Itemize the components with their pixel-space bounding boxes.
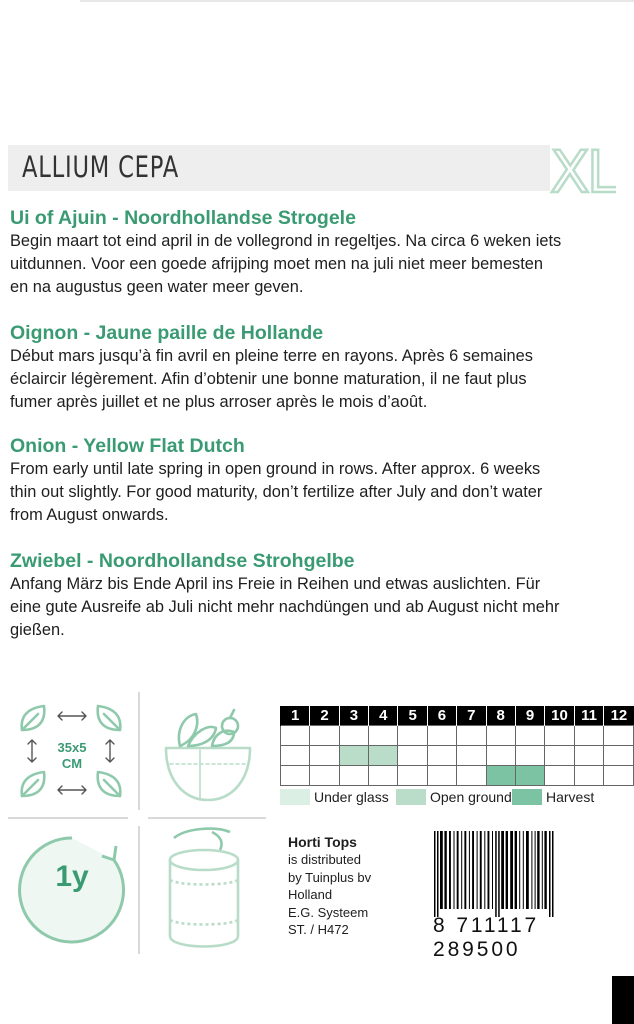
sowing-calendar	[280, 706, 634, 786]
calendar-cell	[427, 766, 456, 786]
legend-label: Open ground	[430, 789, 512, 805]
barcode-bar	[480, 831, 482, 909]
month-header: 8	[486, 706, 515, 726]
section-line: Début mars jusqu’à fin avril en pleine terre en rayons. Après 6 semaines	[10, 347, 533, 365]
legend-open-ground	[396, 788, 512, 806]
section-line: fumer après juillet et ne plus arroser après le mois d’août.	[10, 393, 428, 411]
icon-divider-vertical-bottom	[138, 826, 140, 954]
calendar-cell	[457, 766, 486, 786]
calendar-header-row	[281, 706, 634, 726]
distributor-line: E.G. Systeem	[288, 904, 369, 920]
calendar-cell	[515, 726, 544, 746]
barcode-bar	[537, 831, 539, 909]
legend-label: Under glass	[314, 789, 389, 805]
barcode-bar	[449, 831, 451, 909]
calendar-cell	[457, 726, 486, 746]
calendar-row-under-glass	[281, 726, 634, 746]
barcode-bar	[434, 831, 436, 917]
section-line: Begin maart tot eind april in de vollegrond in regeltjes. Na circa 6 weken iets	[10, 232, 562, 250]
barcode-bar	[510, 831, 513, 909]
section-title-dutch: Ui of Ajuin - Noordhollandse Strogele	[10, 207, 356, 229]
month-header: 10	[545, 706, 575, 726]
month-header: 12	[604, 706, 634, 726]
species-title: ALLIUM CEPA	[22, 150, 179, 184]
calendar-cell	[574, 766, 604, 786]
barcode-bar	[542, 831, 543, 909]
icon-divider-vertical-top	[138, 692, 140, 810]
barcode-bar	[472, 831, 474, 909]
lifecycle-label: 1y	[55, 860, 89, 893]
barcode-bar	[523, 831, 524, 909]
month-header: 4	[369, 706, 398, 726]
barcode-bar	[519, 831, 520, 909]
section-title-german: Zwiebel - Noordhollandse Strohgelbe	[10, 550, 355, 572]
section-line: uitdunnen. Voor een goede afrijping moet men na juli niet meer bemesten	[10, 255, 544, 273]
month-header: 7	[457, 706, 486, 726]
month-header: 2	[310, 706, 339, 726]
calendar-cell	[427, 746, 456, 766]
section-french	[10, 321, 632, 414]
barcode-bar	[477, 831, 478, 909]
barcode-bar	[492, 831, 493, 909]
calendar-cell	[281, 746, 310, 766]
section-line: eine gute Ausreife ab Juli nicht mehr nachdüngen und ab August nicht mehr	[10, 598, 560, 616]
section-line: en na augustus geen water meer geven.	[10, 278, 304, 296]
calendar-cell	[281, 766, 310, 786]
month-header: 1	[281, 706, 310, 726]
distributor-line: Holland	[288, 887, 333, 903]
calendar-cell	[369, 726, 398, 746]
calendar-cell	[604, 726, 634, 746]
legend-under-glass	[280, 788, 389, 806]
barcode-bar	[535, 831, 536, 909]
legend-swatch-harvest	[512, 789, 542, 805]
section-line: gießen.	[10, 621, 65, 639]
calendar-cell	[398, 746, 427, 766]
month-header: 9	[515, 706, 544, 726]
calendar-cell-harvest	[515, 766, 544, 786]
calendar-cell-open-ground	[339, 746, 368, 766]
month-header: 6	[427, 706, 456, 726]
section-title-english: Onion - Yellow Flat Dutch	[10, 435, 245, 457]
calendar-row-open-ground	[281, 746, 634, 766]
calendar-cell	[486, 726, 515, 746]
legend-label: Harvest	[546, 789, 595, 805]
distributor-line: is distributed	[288, 852, 361, 868]
can-icon	[160, 826, 260, 954]
calendar-cell	[604, 746, 634, 766]
calendar-cell	[310, 726, 339, 746]
section-line: From early until late spring in open ground in rows. After approx. 6 weeks	[10, 460, 541, 478]
calendar-cell	[545, 766, 575, 786]
bowl-vegetables-icon	[150, 700, 266, 810]
calendar-cell	[339, 726, 368, 746]
calendar-cell	[398, 726, 427, 746]
month-header: 11	[574, 706, 604, 726]
section-line: thin out slightly. For good maturity, don’t fertilize after July and don’t water	[10, 483, 543, 501]
barcode	[430, 831, 626, 917]
barcode-bar	[457, 831, 459, 909]
barcode-bar	[461, 831, 462, 909]
barcode-bar	[526, 831, 529, 909]
barcode-bar	[464, 831, 466, 909]
barcode-bar	[440, 831, 443, 909]
calendar-cell	[281, 726, 310, 746]
barcode-bar	[444, 831, 446, 909]
corner-bar	[612, 976, 634, 1024]
calendar-cell	[545, 726, 575, 746]
calendar-cell	[398, 766, 427, 786]
calendar-cell-open-ground	[369, 746, 398, 766]
section-line: from August onwards.	[10, 506, 169, 524]
calendar-cell	[515, 746, 544, 766]
section-english	[10, 434, 632, 527]
leaf-icon-top-right	[98, 706, 121, 730]
barcode-bar	[501, 831, 504, 909]
calendar-cell	[604, 766, 634, 786]
calendar-cell-harvest	[486, 766, 515, 786]
section-line: Anfang März bis Ende April ins Freie in Reihen und etwas auslichten. Für	[10, 575, 541, 593]
icon-divider-horizontal-left	[8, 817, 128, 819]
calendar-cell	[574, 726, 604, 746]
barcode-bar	[484, 831, 485, 909]
section-line: éclaircir légèrement. Afin d’obtenir une bonne maturation, il ne faut plus	[10, 370, 527, 388]
spacing-unit: CM	[61, 756, 83, 771]
barcode-bar	[552, 831, 554, 917]
spacing-value: 35x5	[57, 740, 87, 755]
xl-size-badge	[548, 136, 616, 198]
barcode-bar	[544, 831, 546, 909]
section-title-french: Oignon - Jaune paille de Hollande	[10, 322, 324, 344]
xl-badge-text: XL	[550, 138, 616, 198]
top-rule	[80, 0, 634, 2]
leaf-icon-bottom-left	[22, 772, 45, 796]
barcode-bar	[437, 831, 439, 917]
leaf-icon-bottom-right	[98, 772, 121, 796]
leaf-icon-top-left	[22, 706, 45, 730]
calendar-cell	[310, 766, 339, 786]
spacing-label	[44, 740, 100, 772]
calendar-cell	[339, 766, 368, 786]
distributor-info	[288, 834, 371, 938]
barcode-bar	[549, 831, 551, 917]
calendar-cell	[486, 746, 515, 766]
barcode-bar	[506, 831, 508, 909]
calendar-cell	[457, 746, 486, 766]
month-header: 3	[339, 706, 368, 726]
distributor-line: ST. / H472	[288, 922, 349, 938]
barcode-bar	[498, 831, 500, 917]
calendar-cell	[369, 766, 398, 786]
legend-swatch-open-ground	[396, 789, 426, 805]
month-header: 5	[398, 706, 427, 726]
calendar-cell	[310, 746, 339, 766]
calendar-cell	[427, 726, 456, 746]
barcode-bar	[469, 831, 470, 909]
calendar-cell	[574, 746, 604, 766]
legend-harvest	[512, 788, 594, 806]
barcode-bar	[488, 831, 490, 909]
icon-divider-horizontal-right	[148, 817, 266, 819]
barcode-bar	[531, 831, 532, 909]
brand-name: Horti Tops	[288, 834, 357, 850]
barcode-number: 8 711117 289500	[433, 914, 540, 961]
section-german	[10, 549, 632, 642]
barcode-bar	[515, 831, 517, 909]
calendar-row-harvest	[281, 766, 634, 786]
calendar-cell	[545, 746, 575, 766]
barcode-bar	[454, 831, 455, 909]
distributor-line: by Tuinplus bv	[288, 869, 372, 885]
section-dutch	[10, 206, 632, 299]
barcode-bar	[495, 831, 497, 917]
legend-swatch-under-glass	[280, 789, 310, 805]
